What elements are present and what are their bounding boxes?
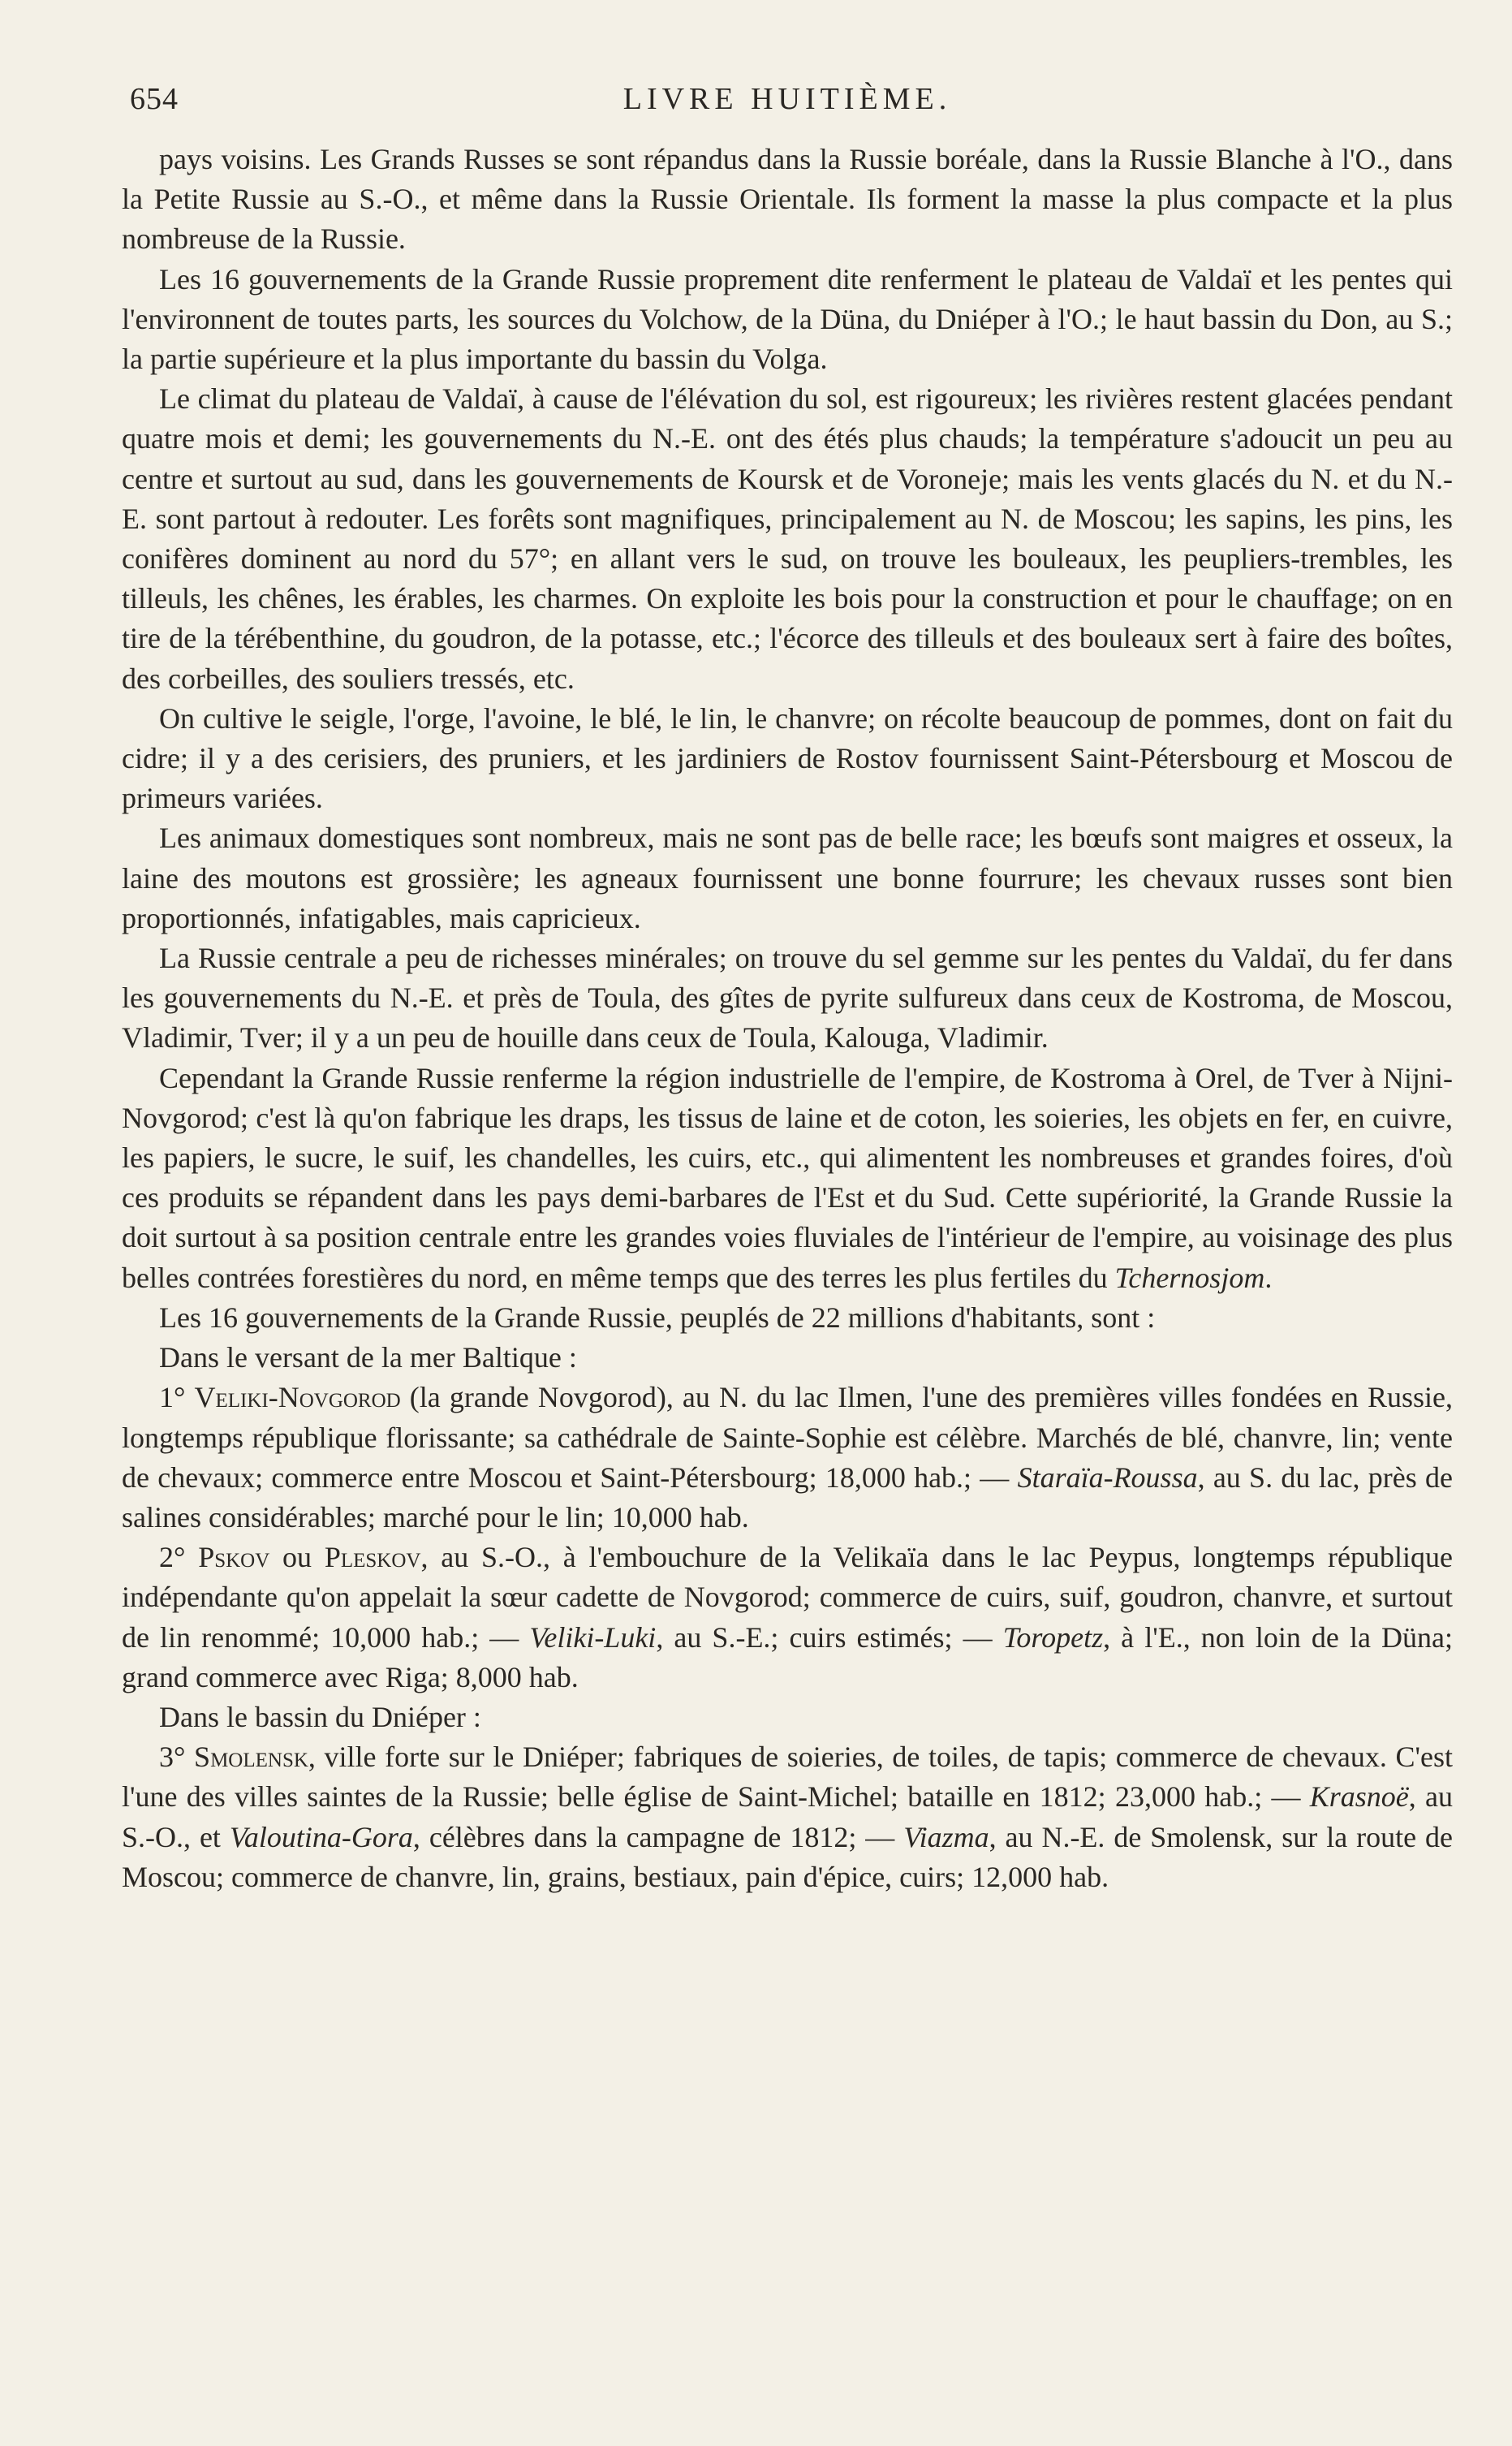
paragraph: pays voisins. Les Grands Russes se sont répandus dans la Russie boréale, dans la Russie Blanche à l'O., dans la Petite Russie au S.-O., et même dans la Russie Orientale. Ils forment la masse la plus compacte et la plus nombreuse de la Russie. — [122, 143, 1453, 256]
gov-entry-smolensk: 3° Smolensk, ville forte sur le Dniéper; fabriques de soieries, de toiles, de tapis; commerce de chevaux. C'est l'une des villes saintes de la Russie; belle église de Saint-Michel; bataille en 1812; 23,000 hab.; — Krasnoë, au S.-O., et Valoutina-Gora, célèbres dans la campagne de 1812; — Viazma, au N.-E. de Smolensk, sur la route de Moscou; commerce de chanvre, lin, grains, bestiaux, pain d'épice, cuirs; 12,000 hab. — [122, 1741, 1454, 1893]
section-lead: Dans le bassin du Dniéper : — [159, 1700, 481, 1733]
town-name: Staraïa-Roussa — [1017, 1460, 1198, 1494]
gov-entry-novgorod: 1° Veliki-Novgorod (la grande Novgorod), au N. du lac Ilmen, l'une des premières villes fondées en Russie, longtemps république florissante; sa cathédrale de Sainte-Sophie est célèbre. Marchés de blé, chanvre, lin; vente de chevaux; commerce entre Moscou et Saint-Pétersbourg; 18,000 hab.; — Staraïa-Roussa, au S. du lac, près de salines considérables; marché pour le lin; 10,000 hab. — [122, 1381, 1453, 1534]
town-name: Valoutina-Gora — [229, 1820, 413, 1853]
page-number: 654 — [130, 82, 179, 116]
paragraph: Le climat du plateau de Valdaï, à cause de l'élévation du sol, est rigoureux; les rivières restent glacées pendant quatre mois et demi; les gouvernements du N.-E. ont des étés plus chauds; la température s'adoucit un peu au centre et surtout au sud, dans les gouvernements de Koursk et de Voroneje; mais les vents glacés du N. et du N.-E. sont partout à redouter. Les forêts sont magnifiques, principalement au N. de Moscou; les sapins, les pins, les conifères dominent au nord du 57°; en allant vers le sud, on trouve les bouleaux, les peupliers-trembles, les tilleuls, les chênes, les érables, les charmes. On exploite les bois pour la construction et pour le chauffage; on en tire de la térébenthine, du goudron, de la potasse, etc.; l'écorce des tilleuls et des bouleaux sert à faire des boîtes, des corbeilles, des souliers tressés, etc. — [122, 382, 1453, 695]
page-header — [122, 81, 1453, 130]
paragraph: La Russie centrale a peu de richesses minérales; on trouve du sel gemme sur les pentes du Valdaï, du fer dans les gouvernements du N.-E. et près de Toula, des gîtes de pyrite sulfureux dans ceux de Kostroma, de Moscou, Vladimir, Tver; il y a un peu de houille dans ceux de Toula, Kalouga, Vladimir. — [122, 942, 1453, 1055]
italic-term: Tchernosjom — [1114, 1261, 1265, 1294]
paragraph: Les 16 gouvernements de la Grande Russie proprement dite renferment le plateau de Valdaï et les pentes qui l'environnent de toutes parts, les sources du Volchow, de la Düna, du Dniéper à l'O.; le haut bassin du Don, au S.; la partie supérieure et la plus importante du bassin du Volga. — [122, 262, 1453, 376]
paragraph: On cultive le seigle, l'orge, l'avoine, le blé, le lin, le chanvre; on récolte beaucoup de pommes, dont on fait du cidre; il y a des cerisiers, des pruniers, et les jardiniers de Rostov fournissent Saint-Pétersbourg et Moscou de primeurs variées. — [122, 701, 1453, 815]
paragraph: Les 16 gouvernements de la Grande Russie, peuplés de 22 millions d'habitants, sont : — [159, 1301, 1156, 1334]
paragraph: Cependant la Grande Russie renferme la région industrielle de l'empire, de Kostroma à Orel, de Tver à Nijni-Novgorod; c'est là qu'on fabrique les draps, les tissus de laine et de coton, les soieries, les objets en fer, en cuivre, les papiers, le sucre, le suif, les chandelles, les cuirs, etc., qui alimentent les nombreuses et grandes foires, d'où ces produits se répandent dans les pays demi-barbares de l'Est et du Sud. Cette supériorité, la Grande Russie la doit surtout à sa position centrale entre les grandes voies fluviales de l'intérieur de l'empire, au voisinage des plus belles contrées forestières du nord, en même temps que des terres les plus fertiles du Tchernosjom. — [122, 1061, 1453, 1294]
body-text — [122, 140, 1453, 1897]
gov-name: Pskov — [198, 1541, 270, 1574]
gov-name: Smolensk — [194, 1741, 308, 1774]
town-name: Viazma — [903, 1820, 989, 1853]
town-name: Toropetz — [1002, 1620, 1104, 1654]
section-lead: Dans le versant de la mer Baltique : — [159, 1341, 577, 1374]
gov-entry-pskov: 2° Pskov ou Pleskov, au S.-O., à l'embouchure de la Velikaïa dans le lac Peypus, longtemps république indépendante qu'on appelait la sœur cadette de Novgorod; commerce de cuirs, suif, goudron, chanvre, et surtout de lin renommé; 10,000 hab.; — Veliki-Luki, au S.-E.; cuirs estimés; — Toropetz, à l'E., non loin de la Düna; grand commerce avec Riga; 8,000 hab. — [122, 1541, 1454, 1693]
paragraph: Les animaux domestiques sont nombreux, mais ne sont pas de belle race; les bœufs sont maigres et osseux, la laine des moutons est grossière; les agneaux fournissent une bonne fourrure; les chevaux russes sont bien proportionnés, infatigables, mais capricieux. — [122, 822, 1453, 934]
gov-name-alt: Pleskov — [324, 1541, 421, 1574]
gov-name: Veliki-Novgorod — [194, 1381, 401, 1414]
running-title: LIVRE HUITIÈME. — [622, 82, 952, 116]
town-name: Veliki-Luki — [529, 1620, 657, 1654]
town-name: Krasnoë — [1309, 1780, 1409, 1814]
